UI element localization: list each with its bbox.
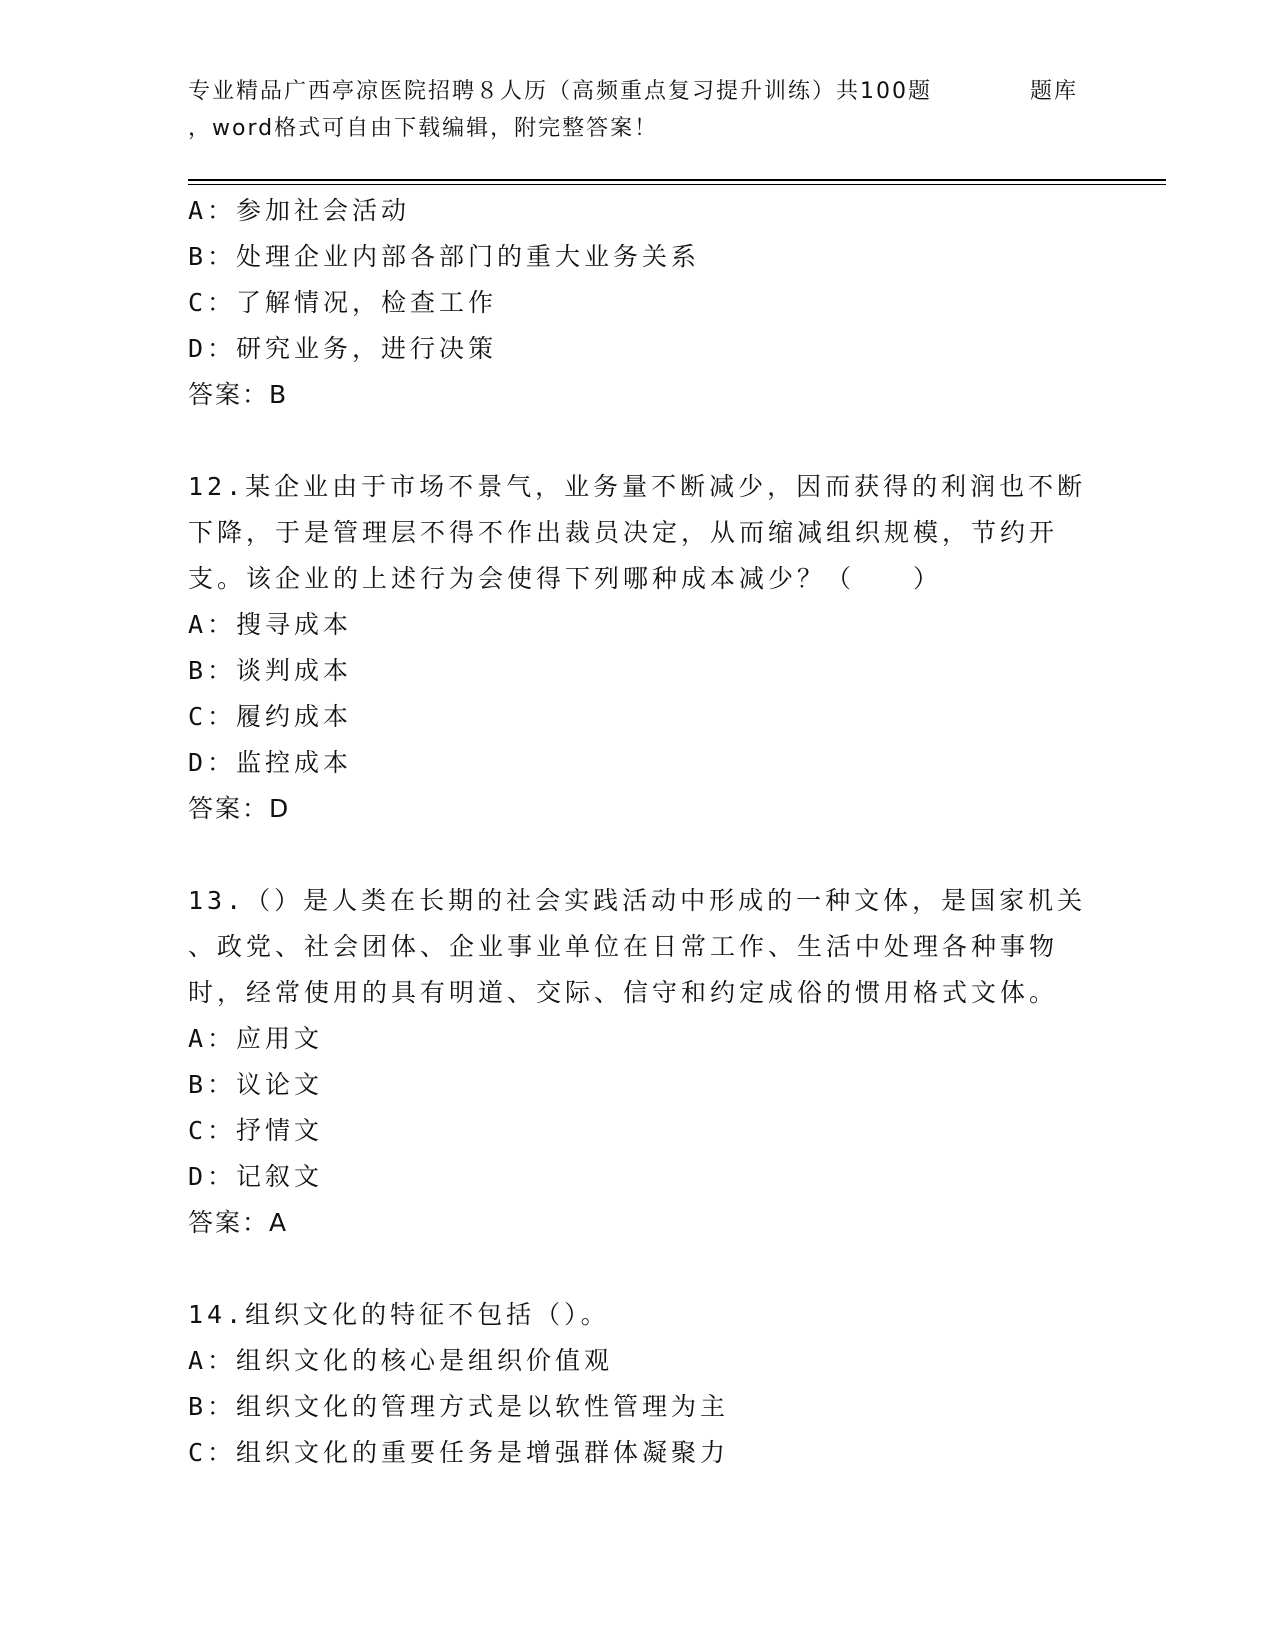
question-stem-line: 13.（）是人类在长期的社会实践活动中形成的一种文体，是国家机关 — [188, 886, 1087, 915]
header-tag: 题库 — [1030, 79, 1079, 104]
question-stem-line: 下降，于是管理层不得不作出裁员决定，从而缩减组织规模，节约开 — [188, 518, 1059, 547]
question-stem-line: 12.某企业由于市场不景气，业务量不断减少，因而获得的利润也不断 — [188, 472, 1087, 501]
page-header — [188, 74, 1108, 144]
question-12 — [188, 464, 1088, 832]
document-title: 专业精品广西亭凉医院招聘８人历（高频重点复习提升训练）共100题 — [188, 79, 932, 104]
option-a: A：参加社会活动 — [188, 196, 411, 225]
question-13 — [188, 878, 1088, 1246]
option-c: C：履约成本 — [188, 702, 353, 731]
question-11-options — [188, 188, 1088, 418]
option-b: B：议论文 — [188, 1070, 324, 1099]
option-d: D：记叙文 — [188, 1162, 324, 1191]
option-c: C：了解情况，检查工作 — [188, 288, 498, 317]
answer-line: 答案：A — [188, 1208, 289, 1237]
option-d: D：监控成本 — [188, 748, 353, 777]
question-stem-line: 时，经常使用的具有明道、交际、信守和约定成俗的惯用格式文体。 — [188, 978, 1059, 1007]
document-subtitle: ，word格式可自由下载编辑，附完整答案！ — [188, 116, 659, 141]
option-c: C：抒情文 — [188, 1116, 324, 1145]
option-b: B：谈判成本 — [188, 656, 353, 685]
question-stem-line: 14.组织文化的特征不包括（）。 — [188, 1300, 610, 1329]
header-rule-thin — [188, 184, 1166, 185]
option-b: B：组织文化的管理方式是以软性管理为主 — [188, 1392, 730, 1421]
header-rule-thick — [188, 179, 1166, 181]
option-c: C：组织文化的重要任务是增强群体凝聚力 — [188, 1438, 730, 1467]
option-b: B：处理企业内部各部门的重大业务关系 — [188, 242, 701, 271]
option-d: D：研究业务，进行决策 — [188, 334, 498, 363]
option-a: A：组织文化的核心是组织价值观 — [188, 1346, 614, 1375]
question-stem-line: 、政党、社会团体、企业事业单位在日常工作、生活中处理各种事物 — [188, 932, 1059, 961]
answer-line: 答案：D — [188, 794, 291, 823]
document-body — [188, 188, 1088, 1476]
option-a: A：搜寻成本 — [188, 610, 353, 639]
answer-line: 答案：B — [188, 380, 289, 409]
option-a: A：应用文 — [188, 1024, 324, 1053]
question-stem-line: 支。该企业的上述行为会使得下列哪种成本减少？（ ） — [188, 564, 943, 593]
question-14 — [188, 1292, 1088, 1476]
